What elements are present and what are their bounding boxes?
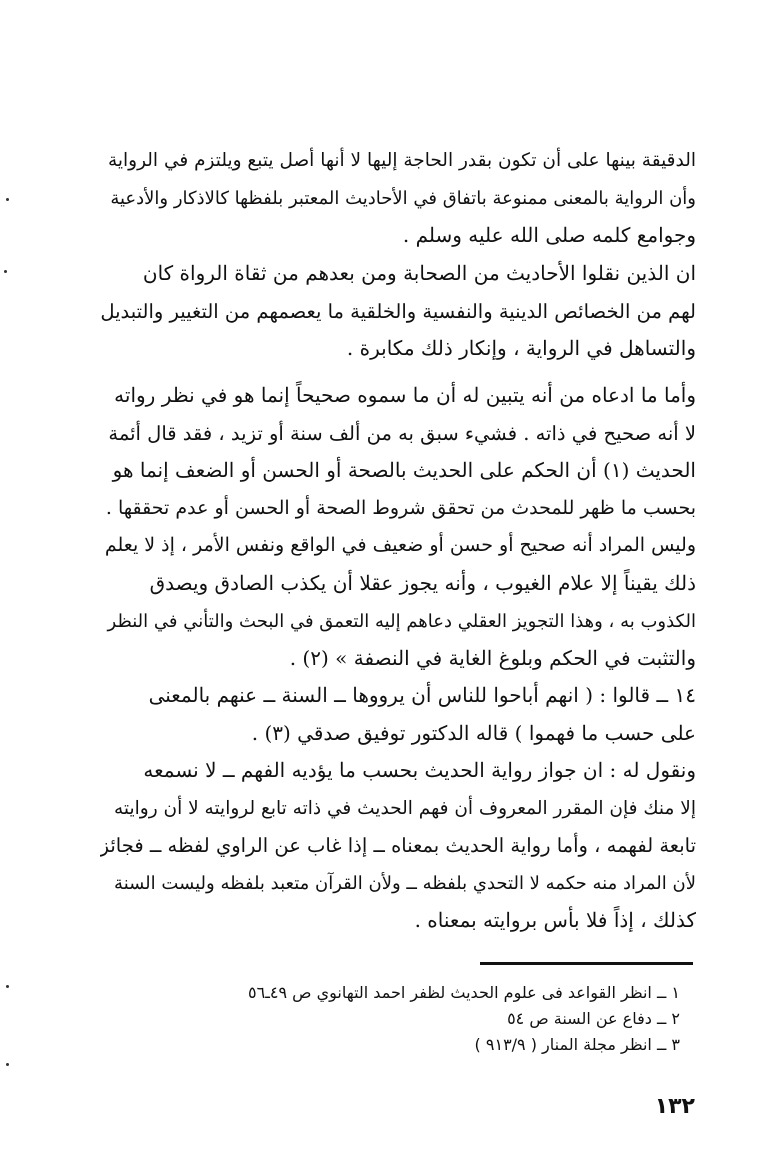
scan-speck: [4, 270, 7, 273]
text-line: وجوامع كلمه صلى الله عليه وسلم .: [402, 223, 696, 248]
text-line: وأما ما ادعاه من أنه يتبين له أن ما سموه صحيحاً إنما هو في نظر رواته: [114, 383, 696, 407]
paragraph-3: [100, 377, 696, 678]
footnote: ٣ ــ انظر مجلة المنار ( ٩١٣/٩ ): [474, 1035, 680, 1054]
paragraph-2: [100, 255, 696, 368]
footnote: ١ ــ انظر القواعد فى علوم الحديث لظفر احمد التهانوي ص ٤٩ـ٥٦: [248, 983, 680, 1002]
paragraph-1: [100, 142, 696, 255]
text-line: لا أنه صحيح في ذاته . فشيء سبق به من ألف سنة أو تزيد ، فقد قال أئمة: [108, 421, 696, 445]
text-line: بحسب ما ظهر للمحدث من تحقق شروط الصحة أو الحسن أو عدم تحققها .: [105, 496, 696, 519]
footnote-divider: [480, 962, 693, 965]
text-line: والتثبت في الحكم وبلوغ الغاية في النصفة » (٢) .: [289, 646, 696, 671]
text-line: كذلك ، إذاً فلا بأس بروايته بمعناه .: [414, 908, 696, 933]
text-line: الدقيقة بينها على أن تكون بقدر الحاجة إليها لا أنها أصل يتبع ويلتزم في الرواية: [107, 150, 696, 171]
text-line: لأن المراد منه حكمه لا التحدي بلفظه ــ ولأن القرآن متعبد بلفظه وليست السنة: [114, 872, 696, 894]
paragraph-4: [100, 677, 696, 752]
paragraph-5: [100, 752, 696, 940]
text-line: ونقول له : ان جواز رواية الحديث بحسب ما يؤديه الفهم ــ لا نسمعه: [143, 758, 696, 782]
text-line: وأن الرواية بالمعنى ممنوعة باتفاق في الأحاديث المعتبر بلفظها كالاذكار والأدعية: [110, 187, 696, 209]
scan-speck: [6, 1063, 9, 1066]
text-line: وليس المراد أنه صحيح أو حسن أو ضعيف في الواقع ونفس الأمر ، إذ لا يعلم: [104, 534, 696, 557]
text-line: ١٤ ــ قالوا : ( انهم أباحوا للناس أن يرووها ــ السنة ــ عنهم بالمعنى: [148, 683, 696, 707]
scan-speck: [6, 985, 9, 988]
page-number: ١٣٢: [654, 1094, 695, 1119]
text-line: لهم من الخصائص الدينية والنفسية والخلقية ما يعصمهم من التغيير والتبديل: [100, 299, 696, 323]
text-line: على حسب ما فهموا ) قاله الدكتور توفيق صدقي (٣) .: [251, 720, 696, 745]
footnotes: [100, 980, 680, 1058]
text-line: ذلك يقيناً إلا علام الغيوب ، وأنه يجوز عقلا أن يكذب الصادق ويصدق: [149, 570, 696, 595]
text-line: ان الذين نقلوا الأحاديث من الصحابة ومن بعدهم من ثقاة الرواة كان: [142, 261, 696, 285]
text-line: الحديث (١) أن الحكم على الحديث بالصحة أو الحسن أو الضعف إنما هو: [112, 458, 696, 483]
text-line: الكذوب به ، وهذا التجويز العقلي دعاهم إليه التعمق في البحث والتأني في النظر: [107, 610, 696, 632]
text-line: تابعة لفهمه ، وأما رواية الحديث بمعناه ــ إذا غاب عن الراوي لفظه ــ فجائز: [100, 834, 696, 858]
footnote: ٢ ــ دفاع عن السنة ص ٥٤: [507, 1009, 680, 1028]
text-line: والتساهل في الرواية ، وإنكار ذلك مكابرة .: [346, 336, 696, 361]
text-line: إلا منك فإن المقرر المعروف أن فهم الحديث في ذاته تابع لروايته لا أن روايته: [113, 797, 696, 819]
scan-speck: [6, 198, 9, 201]
